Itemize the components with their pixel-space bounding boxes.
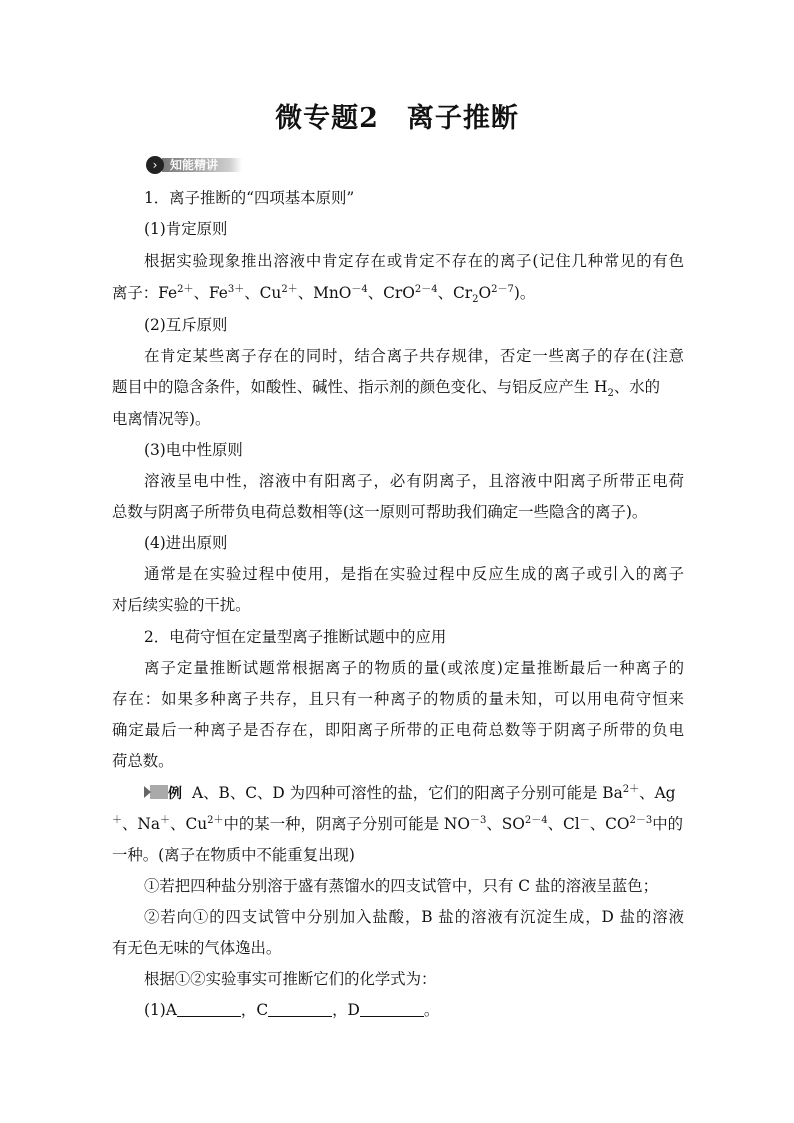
principle-3-line-1: 溶液呈电中性，溶液中有阳离子，必有阴离子，且溶液中阳离子所带正电荷: [144, 472, 684, 490]
answer-blank-a[interactable]: [177, 1002, 241, 1017]
principle-2-title: (2)互斥原则: [144, 316, 228, 334]
section-badge: [146, 156, 242, 174]
answer-line: (1)A ，C ，D 。: [144, 1001, 440, 1019]
question-prompt: 根据①②实验事实可推断它们的化学式为：: [144, 970, 437, 988]
example-line-2: ＋、Na＋、$Cu^{2+}$中的某一种，阴离子分别可能是 $NO^{-3}$、$SO^{2-4}$、Cl－、$CO^{2-3}$中的: [112, 814, 684, 833]
example-marker-icon: [144, 785, 168, 799]
example-label: 例: [168, 786, 182, 802]
answer-blank-d[interactable]: [360, 1002, 424, 1017]
principle-2-line-3: 电离情况等)。: [112, 410, 211, 428]
condition-1: ①若把四种盐分别溶于盛有蒸馏水的四支试管中，只有 C 盐的溶液呈蓝色；: [144, 877, 659, 895]
section-2-line-3: 确定最后一种离子是否存在，即阳离子所带的正电荷总数等于阴离子所带的负电: [112, 721, 684, 739]
principle-2-line-1: 在肯定某些离子存在的同时，结合离子共存规律，否定一些离子的存在(注意: [144, 347, 684, 365]
condition-2-line-1: ②若向①的四支试管中分别加入盐酸，B 盐的溶液有沉淀生成，D 盐的溶液: [144, 908, 684, 926]
section-2-line-2: 存在：如果多种离子共存，且只有一种离子的物质的量未知，可以用电荷守恒来: [112, 690, 684, 708]
section-2-heading: 2．电荷守恒在定量型离子推断试题中的应用: [144, 628, 447, 646]
principle-3-line-2: 总数与阴离子所带负电荷总数相等(这一原则可帮助我们确定一些隐含的离子)。: [112, 503, 648, 521]
principle-1-line-1: 根据实验现象推出溶液中肯定存在或肯定不存在的离子(记住几种常见的有色: [144, 252, 684, 270]
answer-blank-c[interactable]: [268, 1002, 332, 1017]
example-line-1: 例 A、B、C、D 为四种可溶性的盐，它们的阳离子分别可能是 $Ba^{2+}$、Ag: [144, 783, 684, 804]
example-line-3: 一种。(离子在物质中不能重复出现): [112, 846, 355, 864]
principle-4-title: (4)进出原则: [144, 534, 228, 552]
condition-2-line-2: 有无色无味的气体逸出。: [112, 939, 282, 957]
section-2-line-4: 荷总数。: [112, 752, 174, 770]
chevron-right-icon: ›: [146, 156, 164, 174]
principle-1-line-2: 离子：$Fe^{2+}$、$Fe^{3+}$、$Cu^{2+}$、MnO$^{-4}$、CrO$^{2-4}$、$Cr_2O^{2-7}$)。: [112, 283, 536, 306]
principle-2-line-2: 题目中的隐含条件，如酸性、碱性、指示剂的颜色变化、与铝反应产生 $H_2$、水的: [112, 378, 660, 400]
section-1-heading: 1．离子推断的“四项基本原则”: [144, 189, 355, 207]
principle-3-title: (3)电中性原则: [144, 441, 243, 459]
section-2-line-1: 离子定量推断试题常根据离子的物质的量(或浓度)定量推断最后一种离子的: [144, 659, 684, 677]
badge-label: 知能精讲: [170, 158, 219, 172]
page-title: 微专题2 离子推断: [275, 103, 519, 134]
principle-1-title: (1)肯定原则: [144, 220, 228, 238]
principle-4-line-2: 对后续实验的干扰。: [112, 596, 251, 614]
principle-4-line-1: 通常是在实验过程中使用，是指在实验过程中反应生成的离子或引入的离子: [144, 565, 684, 583]
